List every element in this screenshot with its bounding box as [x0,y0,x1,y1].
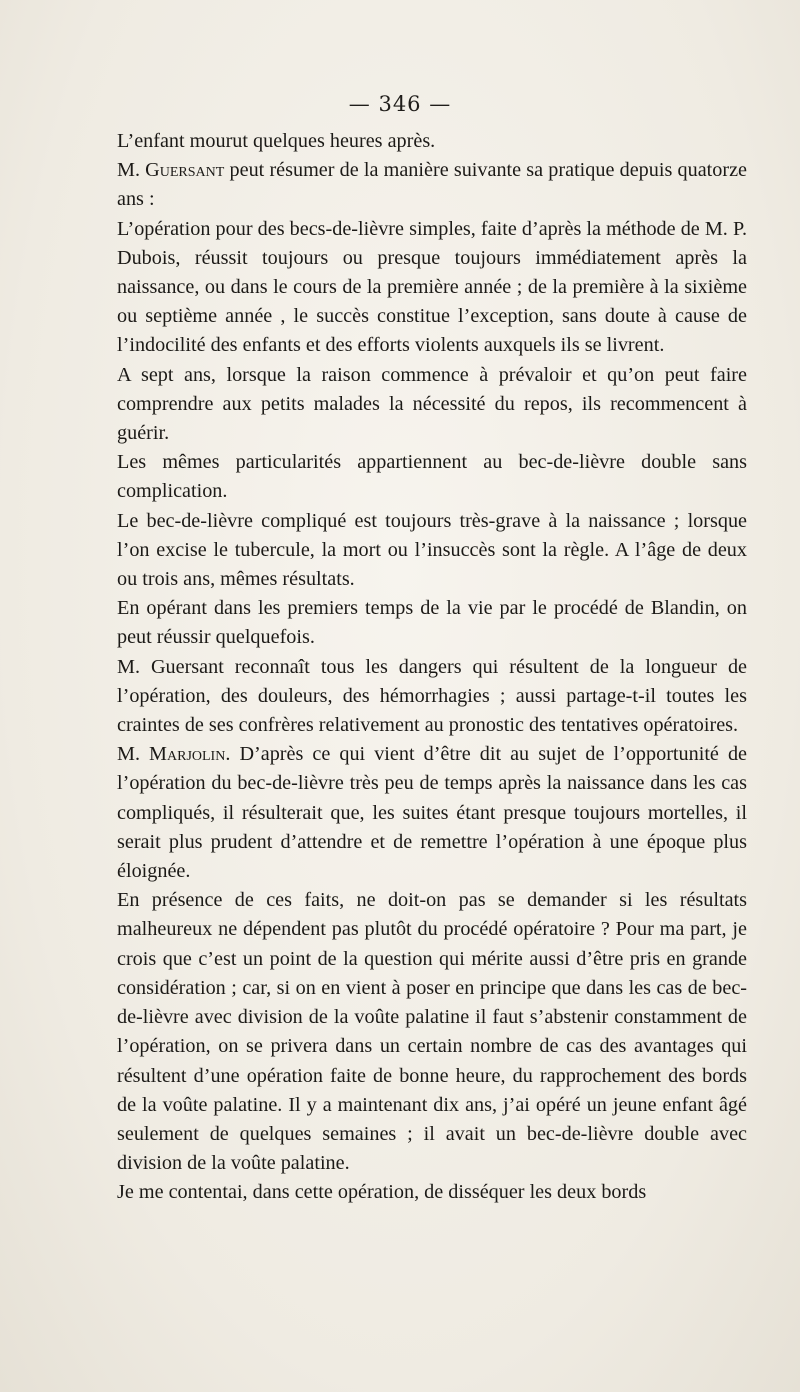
page-number: — 346 — [348,92,452,116]
paragraph: M. Marjolin. D’après ce qui vient d’être dit au sujet de l’opportunité de l’opération du bec-de-lièvre très peu de temps après la naissance dans les cas compliqués, il résulterait que, les suites étant presque toujours mortelles, il serait plus prudent d’attendre et de remettre l’opération à une époque plus éloignée. [117,743,747,883]
paragraph: L’opération pour des becs-de-lièvre simples, faite d’après la méthode de M. P. Dubois, réussit toujours ou presque toujours immédiatement après la naissance, ou dans le cours de la première année ; de la première à la sixième ou septième année , le succès constitue l’exception, sans doute à cause de l’indocilité des enfants et des efforts violents auxquels ils se livrent. [117,217,747,357]
paragraph: M. Guersant peut résumer de la manière suivante sa pratique depuis quatorze ans : [117,159,747,211]
paragraph: En opérant dans les premiers temps de la vie par le procédé de Blandin, on peut réussir quelquefois. [117,597,747,649]
paragraph: Je me contentai, dans cette opération, de disséquer les deux bords [117,1181,647,1204]
paragraph: A sept ans, lorsque la raison commence à prévaloir et qu’on peut faire comprendre aux petits malades la nécessité du repos, ils recommencent à guérir. [117,363,747,445]
body-text [117,127,747,1208]
paragraph: M. Guersant reconnaît tous les dangers qui résultent de la longueur de l’opération, des douleurs, des hémorrhagies ; aussi partage-t-il toutes les craintes de ses confrères relativement au pronostic des tentatives opératoires. [117,655,747,737]
paragraph: Les mêmes particularités appartiennent au bec-de-lièvre double sans complication. [117,451,747,503]
paragraph: L’enfant mourut quelques heures après. [117,130,436,152]
speaker-name: M. Guersant [117,159,225,182]
speaker-name: M. Marjolin. [117,743,231,766]
paragraph: En présence de ces faits, ne doit-on pas se demander si les résultats malheureux ne dépendent pas plutôt du procédé opératoire ? Pour ma part, je crois que c’est un point de la question qui mérite aussi d’être pris en grande considération ; car, si on en vient à poser en principe que dans les cas de bec-de-lièvre avec division de la voûte palatine il faut s’abstenir constamment de l’opération, on se privera dans un certain nombre de cas des avantages qui résultent d’une opération faite de bonne heure, du rapprochement des bords de la voûte palatine. Il y a maintenant dix ans, j’ai opéré un jeune enfant âgé seulement de quelques semaines ; il avait un bec-de-lièvre double avec division de la voûte palatine. [117,889,747,1175]
paragraph: Le bec-de-lièvre compliqué est toujours très-grave à la naissance ; lorsque l’on excise le tubercule, la mort ou l’insuccès sont la règle. A l’âge de deux ou trois ans, mêmes résultats. [117,509,747,591]
